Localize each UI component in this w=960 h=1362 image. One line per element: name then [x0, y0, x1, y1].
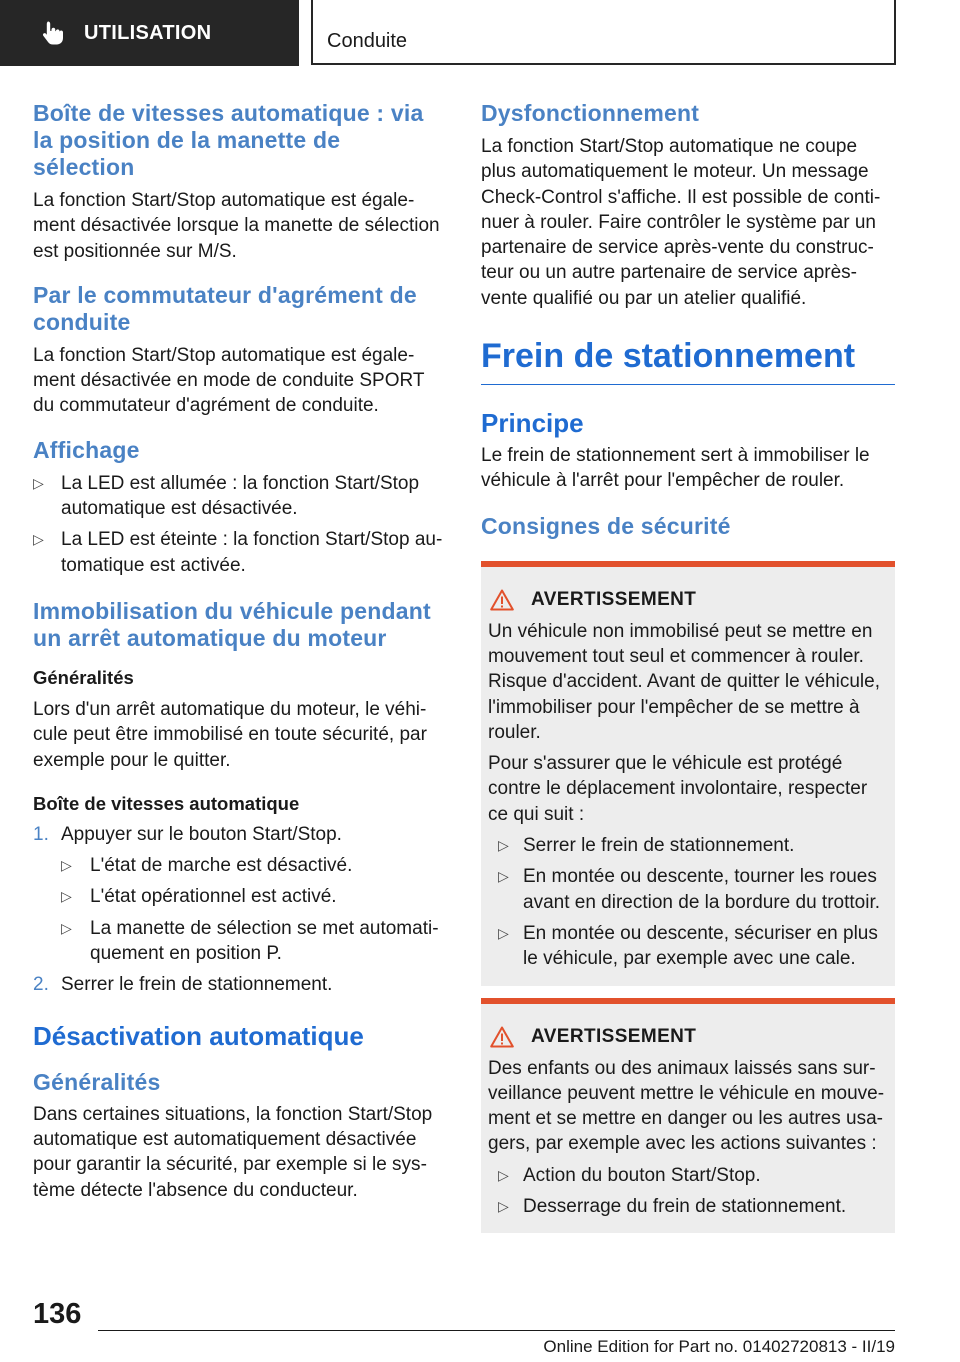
- numbered-step: 2. Serrer le frein de stationnement.: [33, 974, 333, 996]
- numbered-step: 1. Appuyer sur le bouton Start/Stop.: [33, 823, 342, 845]
- heading-display: Affichage: [33, 436, 140, 463]
- list-item: ▷ La LED est éteinte : la fonction Start/Stop automatique est activée.: [33, 529, 443, 576]
- heading-driving-experience-switch: Par le commutateur d'agrément de conduite: [33, 281, 417, 335]
- heading-general: Généralités: [33, 1068, 161, 1095]
- bullet-triangle-icon: ▷: [498, 837, 509, 854]
- section-tab: [0, 0, 299, 66]
- list-item: ▷ Serrer le frein de stationnement.: [488, 833, 887, 858]
- bullet-triangle-icon: ▷: [33, 531, 44, 548]
- heading-via-selector-lever: Boîte de vitesses automatique : via la position de la manette de sélection: [33, 100, 424, 180]
- bullet-triangle-icon: ▷: [498, 1198, 509, 1215]
- list-item: ▷ En montée ou descente, tourner les roues avant en direction de la bordure du trottoir.: [498, 866, 881, 913]
- warning-box: [481, 998, 895, 1234]
- paragraph: La fonction Start/Stop automatique ne coupe plus automatiquement le moteur. Un message Check-Control s'affiche. Il est possible de continuer à rouler. Faire contrôler le système par un partenaire de service après-vente du constructeur ou un autre partenaire de service après-vente qualifié ou par un atelier qualifié.: [481, 136, 881, 309]
- right-column: [481, 100, 895, 1233]
- chapter-tab: [311, 0, 896, 65]
- heading-principle: Principe: [481, 408, 584, 439]
- heading-safety-notes: Consignes de sécurité: [481, 512, 731, 539]
- bullet-triangle-icon: ▷: [61, 919, 72, 936]
- paragraph: Le frein de stationnement sert à immobiliser le véhicule à l'arrêt pour l'empêcher de rouler.: [481, 445, 870, 492]
- paragraph: La fonction Start/Stop automatique est également désactivée lorsque la manette de sélection est positionnée sur M/S.: [33, 190, 440, 262]
- left-column: [33, 100, 443, 1203]
- paragraph: Dans certaines situations, la fonction Start/Stop automatique est automatiquement désactivée pour garantir la sécurité, par exemple si le système détecte l'absence du conducteur.: [33, 1103, 433, 1201]
- warning-box: [481, 561, 895, 986]
- subheading-automatic-transmission: Boîte de vitesses automatique: [33, 792, 300, 814]
- edition-text: Online Edition for Part no. 01402720813 - II/19: [543, 1337, 895, 1356]
- list-item: ▷ Action du bouton Start/Stop.: [488, 1163, 887, 1188]
- bullet-triangle-icon: ▷: [498, 1166, 509, 1183]
- warning-text: Un véhicule non immobilisé peut se mettre en mouvement tout seul et commencer à rouler. Risque d'accident. Avant de quitter le véhicule, l'immobiliser pour l'empêcher de se mettre à rouler.: [488, 620, 880, 743]
- bullet-triangle-icon: ▷: [498, 868, 509, 885]
- warning-title: AVERTISSEMENT: [488, 1024, 887, 1050]
- heading-immobilisation: Immobilisation du véhicule pendant un arrêt automatique du moteur: [33, 597, 431, 651]
- list-item: ▷ La manette de sélection se met automatiquement en position P.: [61, 917, 439, 965]
- list-item: ▷ L'état opérationnel est activé.: [33, 884, 443, 909]
- bullet-triangle-icon: ▷: [61, 857, 72, 874]
- page-number: 136: [33, 1298, 82, 1330]
- bullet-triangle-icon: ▷: [61, 888, 72, 905]
- warning-triangle-icon: [490, 1026, 514, 1048]
- hand-pointer-icon: [42, 20, 64, 46]
- list-item: ▷ L'état de marche est désactivé.: [33, 853, 443, 878]
- paragraph: La fonction Start/Stop automatique est également désactivée en mode de conduite SPORT du commutateur d'agrément de conduite.: [33, 344, 425, 417]
- subheading-general: Généralités: [33, 666, 134, 688]
- heading-parking-brake: Frein de stationnement: [481, 336, 895, 385]
- heading-malfunction: Dysfonctionnement: [481, 100, 700, 126]
- list-item: ▷ Desserrage du frein de stationnement.: [488, 1194, 887, 1219]
- list-item: ▷ La LED est allumée : la fonction Start/Stop automatique est désactivée.: [33, 472, 420, 520]
- footer-divider: [98, 1330, 895, 1331]
- chapter-label: Conduite: [327, 30, 408, 52]
- bullet-triangle-icon: ▷: [33, 474, 44, 491]
- bullet-triangle-icon: ▷: [498, 924, 509, 941]
- warning-triangle-icon: [490, 589, 514, 611]
- heading-automatic-deactivation: Désactivation automatique: [33, 1020, 364, 1051]
- paragraph: Lors d'un arrêt automatique du moteur, le véhicule peut être immobilisé en toute sécurité, par exemple pour le quitter.: [33, 698, 427, 771]
- warning-title: AVERTISSEMENT: [488, 587, 887, 613]
- warning-text: Des enfants ou des animaux laissés sans surveillance peuvent mettre le véhicule en mouvement et se mettre en danger ou les autres usagers, par exemple avec les actions suivantes :: [488, 1057, 885, 1155]
- warning-text: Pour s'assurer que le véhicule est protégé contre le déplacement involontaire, respecter ce qui suit :: [488, 753, 868, 825]
- section-label: UTILISATION: [84, 21, 212, 44]
- list-item: ▷ En montée ou descente, sécuriser en plus le véhicule, par exemple avec une cale.: [498, 922, 878, 970]
- page-header: [0, 0, 960, 66]
